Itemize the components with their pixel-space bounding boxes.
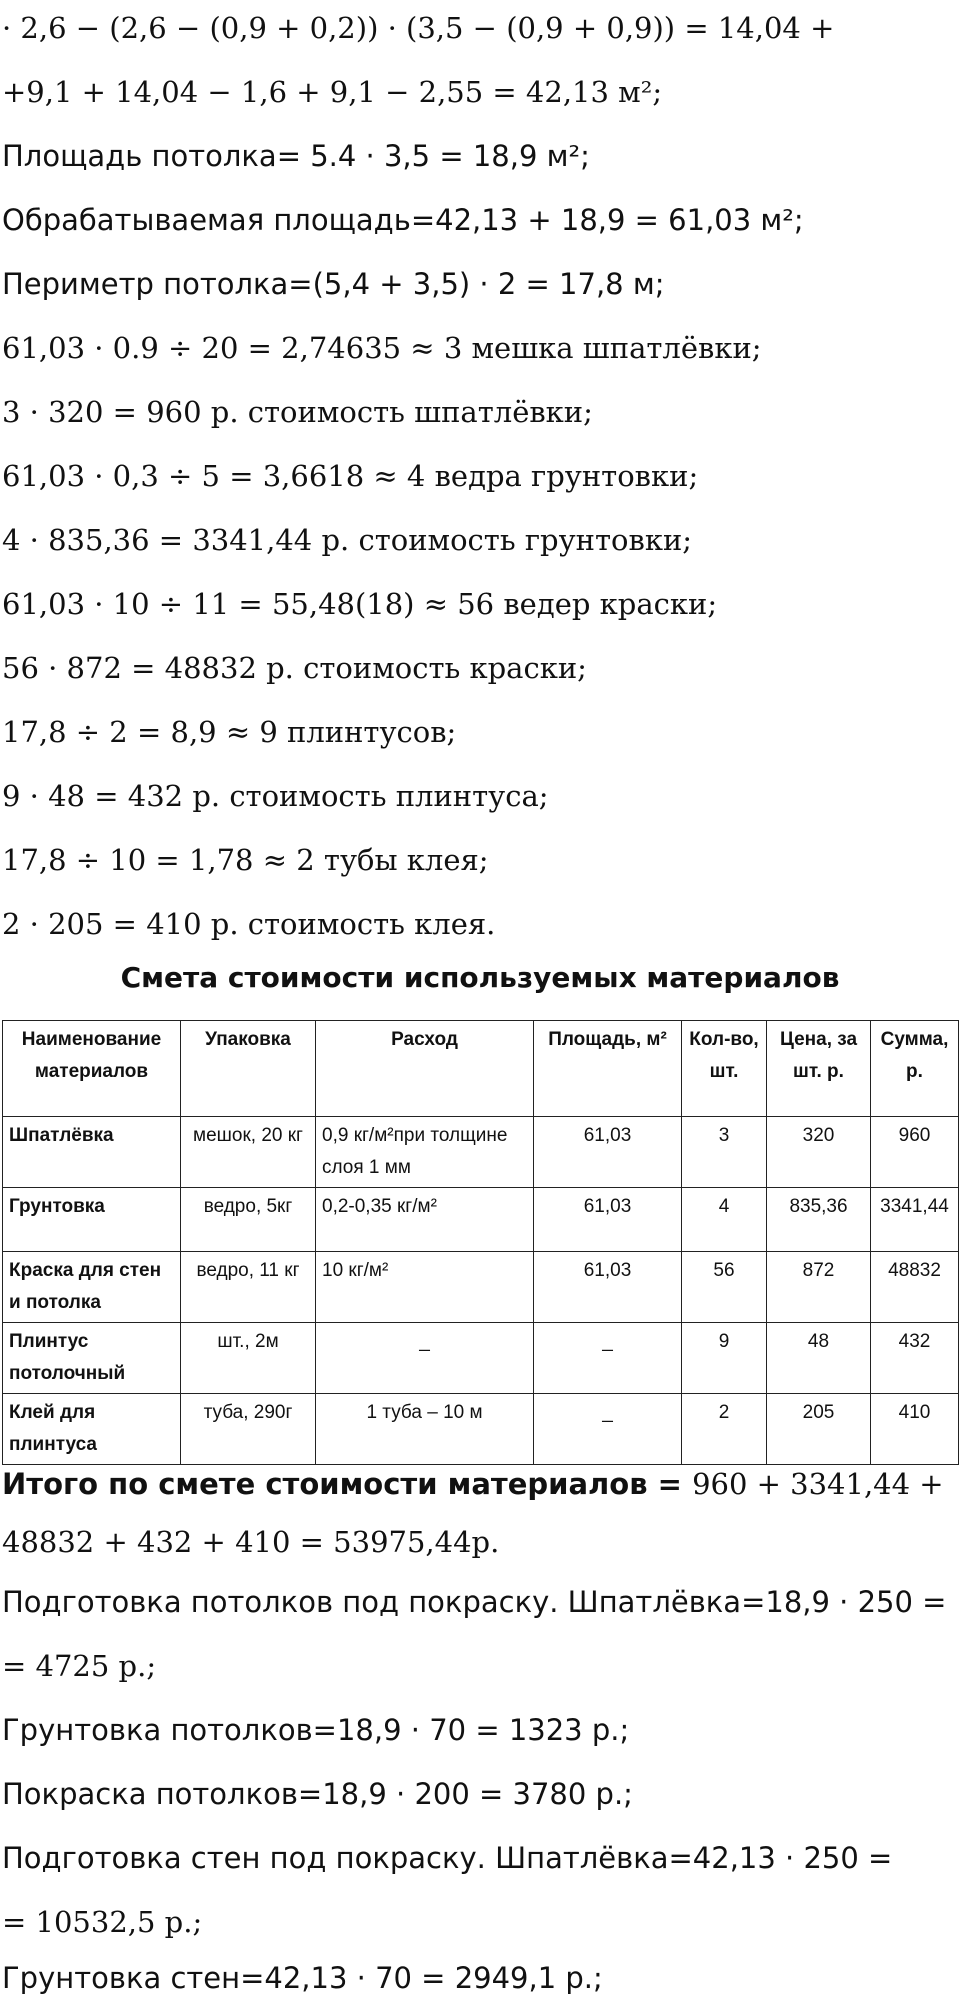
cell-package: туба, 290г [181,1394,316,1465]
cell-name: Плинтус потолочный [3,1323,181,1394]
labor-line: = 4725 р.; [2,1649,157,1683]
cell-area: 61,03 [534,1188,682,1252]
calc-line: 61,03 · 10 ÷ 11 = 55,48(18) ≈ 56 ведер краски; [2,587,718,621]
total-line [2,1464,944,1504]
cell-quantity: 4 [682,1188,767,1252]
calc-line: 2 · 205 = 410 р. стоимость клея. [2,907,496,941]
calc-line: Обрабатываемая площадь=42,13 + 18,9 = 61,03 м²; [2,203,804,237]
labor-line: Подготовка стен под покраску. Шпатлёвка=42,13 · 250 = [2,1841,893,1875]
cell-usage: 10 кг/м² [316,1252,534,1323]
calc-line: Периметр потолка=(5,4 + 3,5) · 2 = 17,8 м; [2,267,665,301]
calc-line: 4 · 835,36 = 3341,44 р. стоимость грунтовки; [2,523,693,557]
cell-sum: 48832 [871,1252,959,1323]
labor-line: Грунтовка стен=42,13 · 70 = 2949,1 р.; [2,1961,603,1995]
estimate-table [2,1020,959,1465]
calc-line: 3 · 320 = 960 р. стоимость шпатлёвки; [2,395,593,429]
cell-price: 48 [767,1323,871,1394]
cell-quantity: 9 [682,1323,767,1394]
header-usage: Расход [316,1021,534,1117]
calc-line: 17,8 ÷ 10 = 1,78 ≈ 2 тубы клея; [2,843,489,877]
labor-line: = 10532,5 р.; [2,1905,203,1939]
cell-name: Грунтовка [3,1188,181,1252]
cell-price: 320 [767,1117,871,1188]
cell-sum: 432 [871,1323,959,1394]
total-label: Итого по смете стоимости материалов = [2,1467,693,1501]
cell-package: мешок, 20 кг [181,1117,316,1188]
calc-line: 61,03 · 0,3 ÷ 5 = 3,6618 ≈ 4 ведра грунтовки; [2,459,699,493]
cell-area: _ [534,1394,682,1465]
header-package: Упаковка [181,1021,316,1117]
cell-quantity: 2 [682,1394,767,1465]
cell-sum: 960 [871,1117,959,1188]
labor-line: Грунтовка потолков=18,9 · 70 = 1323 р.; [2,1713,630,1747]
cell-usage: _ [316,1323,534,1394]
cell-quantity: 3 [682,1117,767,1188]
cell-area: _ [534,1323,682,1394]
total-expression: 960 + 3341,44 + [692,1467,944,1501]
table-header-row [3,1021,959,1117]
cell-price: 872 [767,1252,871,1323]
header-name: Наименование материалов [3,1021,181,1117]
header-area: Площадь, м² [534,1021,682,1117]
table-row [3,1188,959,1252]
calc-line: · 2,6 − (2,6 − (0,9 + 0,2)) · (3,5 − (0,9 + 0,9)) = 14,04 + [2,11,835,45]
cell-usage: 0,2-0,35 кг/м² [316,1188,534,1252]
labor-line: Покраска потолков=18,9 · 200 = 3780 р.; [2,1777,633,1811]
calc-line: 17,8 ÷ 2 = 8,9 ≈ 9 плинтусов; [2,715,457,749]
table-row [3,1117,959,1188]
cell-area: 61,03 [534,1252,682,1323]
cell-package: ведро, 5кг [181,1188,316,1252]
cell-usage: 0,9 кг/м²при толщине слоя 1 мм [316,1117,534,1188]
cell-sum: 410 [871,1394,959,1465]
table-row [3,1252,959,1323]
cell-name: Краска для стен и потолка [3,1252,181,1323]
cell-package: ведро, 11 кг [181,1252,316,1323]
cell-area: 61,03 [534,1117,682,1188]
calc-line: +9,1 + 14,04 − 1,6 + 9,1 − 2,55 = 42,13 м²; [2,75,663,109]
cell-price: 205 [767,1394,871,1465]
cell-sum: 3341,44 [871,1188,959,1252]
total-result: 48832 + 432 + 410 = 53975,44р. [2,1525,500,1559]
labor-line: Подготовка потолков под покраску. Шпатлёвка=18,9 · 250 = [2,1585,947,1619]
cell-name: Клей для плинтуса [3,1394,181,1465]
estimate-title: Смета стоимости используемых материалов [120,961,840,994]
cell-usage: 1 туба – 10 м [316,1394,534,1465]
calc-line: 61,03 · 0.9 ÷ 20 = 2,74635 ≈ 3 мешка шпатлёвки; [2,331,762,365]
table-row [3,1394,959,1465]
table-row [3,1323,959,1394]
calc-line: 9 · 48 = 432 р. стоимость плинтуса; [2,779,549,813]
header-price: Цена, за шт. р. [767,1021,871,1117]
cell-package: шт., 2м [181,1323,316,1394]
calc-line: 56 · 872 = 48832 р. стоимость краски; [2,651,587,685]
header-sum: Сумма, р. [871,1021,959,1117]
cell-name: Шпатлёвка [3,1117,181,1188]
calc-line: Площадь потолка= 5.4 · 3,5 = 18,9 м²; [2,139,590,173]
cell-price: 835,36 [767,1188,871,1252]
header-quantity: Кол-во, шт. [682,1021,767,1117]
cell-quantity: 56 [682,1252,767,1323]
